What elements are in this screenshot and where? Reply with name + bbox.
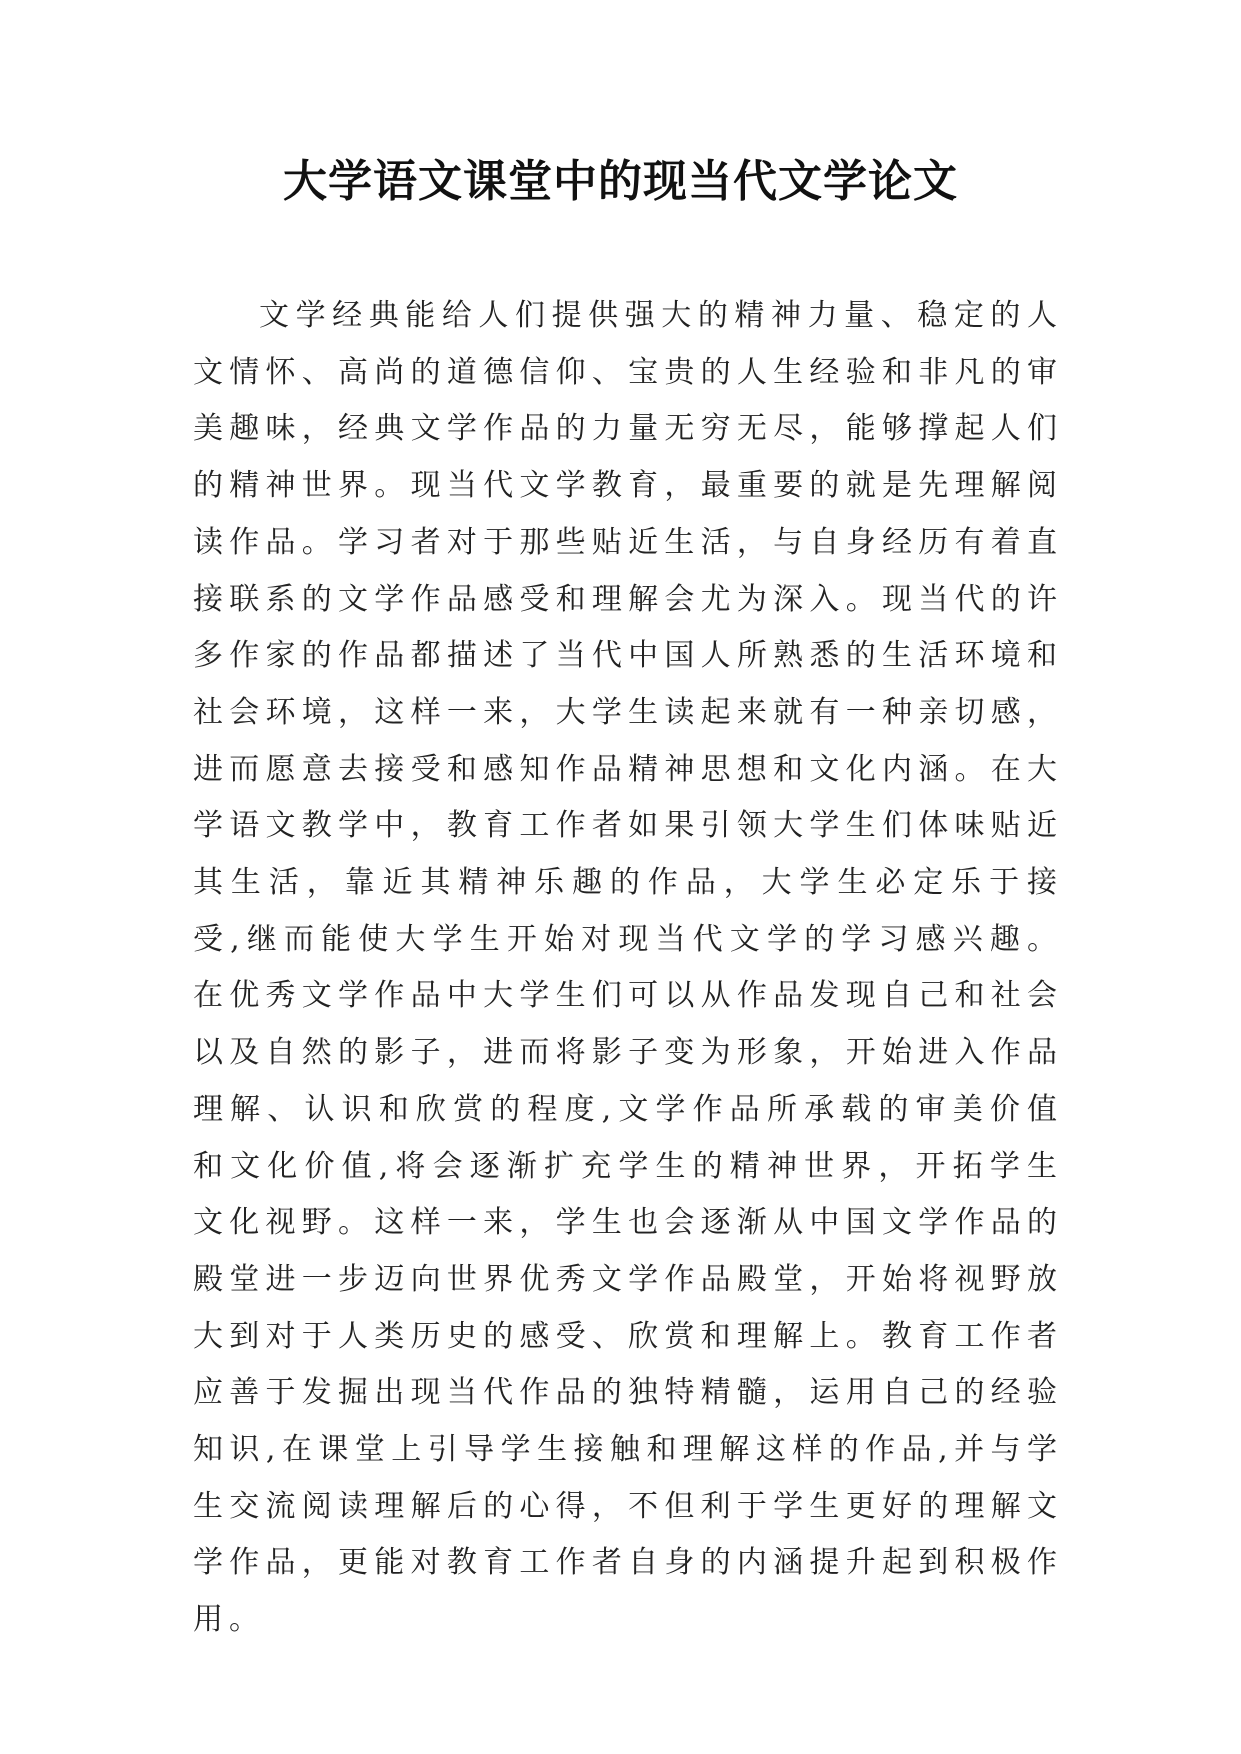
body-paragraph: 文学经典能给人们提供强大的精神力量、稳定的人文情怀、高尚的道德信仰、宝贵的人生经验和非凡的审美趣味，经典文学作品的力量无穷无尽，能够撑起人们的精神世界。现当代文学教育，最重要的就是先理解阅读作品。学习者对于那些贴近生活，与自身经历有着直接联系的文学作品感受和理解会尤为深入。现当代的许多作家的作品都描述了当代中国人所熟悉的生活环境和社会环境，这样一来，大学生读起来就有一种亲切感，进而愿意去接受和感知作品精神思想和文化内涵。在大学语文教学中，教育工作者如果引领大学生们体味贴近其生活，靠近其精神乐趣的作品，大学生必定乐于接受,继而能使大学生开始对现当代文学的学习感兴趣。在优秀文学作品中大学生们可以从作品发现自己和社会以及自然的影子，进而将影子变为形象，开始进入作品理解、认识和欣赏的程度,文学作品所承载的审美价值和文化价值,将会逐渐扩充学生的精神世界，开拓学生文化视野。这样一来，学生也会逐渐从中国文学作品的殿堂进一步迈向世界优秀文学作品殿堂，开始将视野放大到对于人类历史的感受、欣赏和理解上。教育工作者应善于发掘出现当代作品的独特精髓，运用自己的经验知识,在课堂上引导学生接触和理解这样的作品,并与学生交流阅读理解后的心得，不但利于学生更好的理解文学作品，更能对教育工作者自身的内涵提升起到积极作用。 [193, 298, 1063, 1638]
document-title: 大学语文课堂中的现当代文学论文 [283, 156, 958, 207]
